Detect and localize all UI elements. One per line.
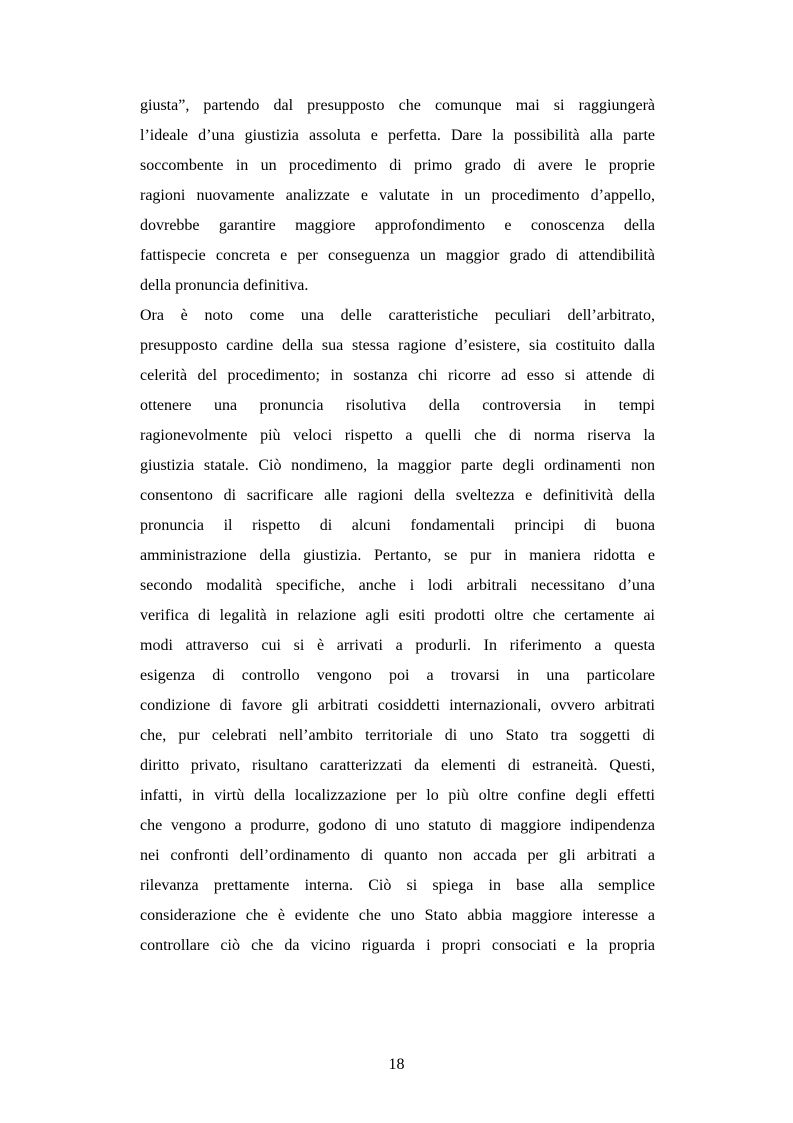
text-line: presupposto cardine della sua stessa ragione d’esistere, sia costituito dalla [140,337,655,354]
text-line: consentono di sacrificare alle ragioni della sveltezza e definitività della [140,487,655,504]
text-line: giustizia statale. Ciò nondimeno, la maggior parte degli ordinamenti non [140,457,655,474]
text-line: considerazione che è evidente che uno Stato abbia maggiore interesse a [140,907,655,924]
body-text [140,91,655,961]
text-line: esigenza di controllo vengono poi a trovarsi in una particolare [140,667,655,684]
page-number: 18 [388,1056,405,1073]
text-line: condizione di favore gli arbitrati cosiddetti internazionali, ovvero arbitrati [140,697,655,714]
text-line: fattispecie concreta e per conseguenza un maggior grado di attendibilità [140,247,655,264]
text-line: che, pur celebrati nell’ambito territoriale di uno Stato tra soggetti di [140,727,655,744]
text-line: l’ideale d’una giustizia assoluta e perfetta. Dare la possibilità alla parte [140,127,655,144]
text-line: che vengono a produrre, godono di uno statuto di maggiore indipendenza [140,817,655,834]
text-line: giusta”, partendo dal presupposto che comunque mai si raggiungerà [140,97,655,114]
text-line: modi attraverso cui si è arrivati a produrli. In riferimento a questa [140,637,655,654]
text-line: ragioni nuovamente analizzate e valutate in un procedimento d’appello, [140,187,655,204]
text-line: verifica di legalità in relazione agli esiti prodotti oltre che certamente ai [140,607,655,624]
text-line: rilevanza prettamente interna. Ciò si spiega in base alla semplice [140,877,655,894]
text-line: soccombente in un procedimento di primo grado di avere le proprie [140,157,655,174]
text-line: dovrebbe garantire maggiore approfondimento e conoscenza della [140,217,655,234]
text-line: diritto privato, risultano caratterizzati da elementi di estraneità. Questi, [140,757,655,774]
text-line: pronuncia il rispetto di alcuni fondamentali principi di buona [140,517,655,534]
text-line: celerità del procedimento; in sostanza chi ricorre ad esso si attende di [140,367,655,384]
text-line: infatti, in virtù della localizzazione per lo più oltre confine degli effetti [140,787,655,804]
text-line: ragionevolmente più veloci rispetto a quelli che di norma riserva la [140,427,655,444]
text-line: Ora è noto come una delle caratteristiche peculiari dell’arbitrato, [140,307,655,324]
text-line: della pronuncia definitiva. [140,277,309,294]
text-line: secondo modalità specifiche, anche i lodi arbitrali necessitano d’una [140,577,655,594]
text-line: nei confronti dell’ordinamento di quanto non accada per gli arbitrati a [140,847,655,864]
text-line: controllare ciò che da vicino riguarda i propri consociati e la propria [140,937,655,954]
text-line: ottenere una pronuncia risolutiva della controversia in tempi [140,397,655,414]
text-line: amministrazione della giustizia. Pertanto, se pur in maniera ridotta e [140,547,655,564]
